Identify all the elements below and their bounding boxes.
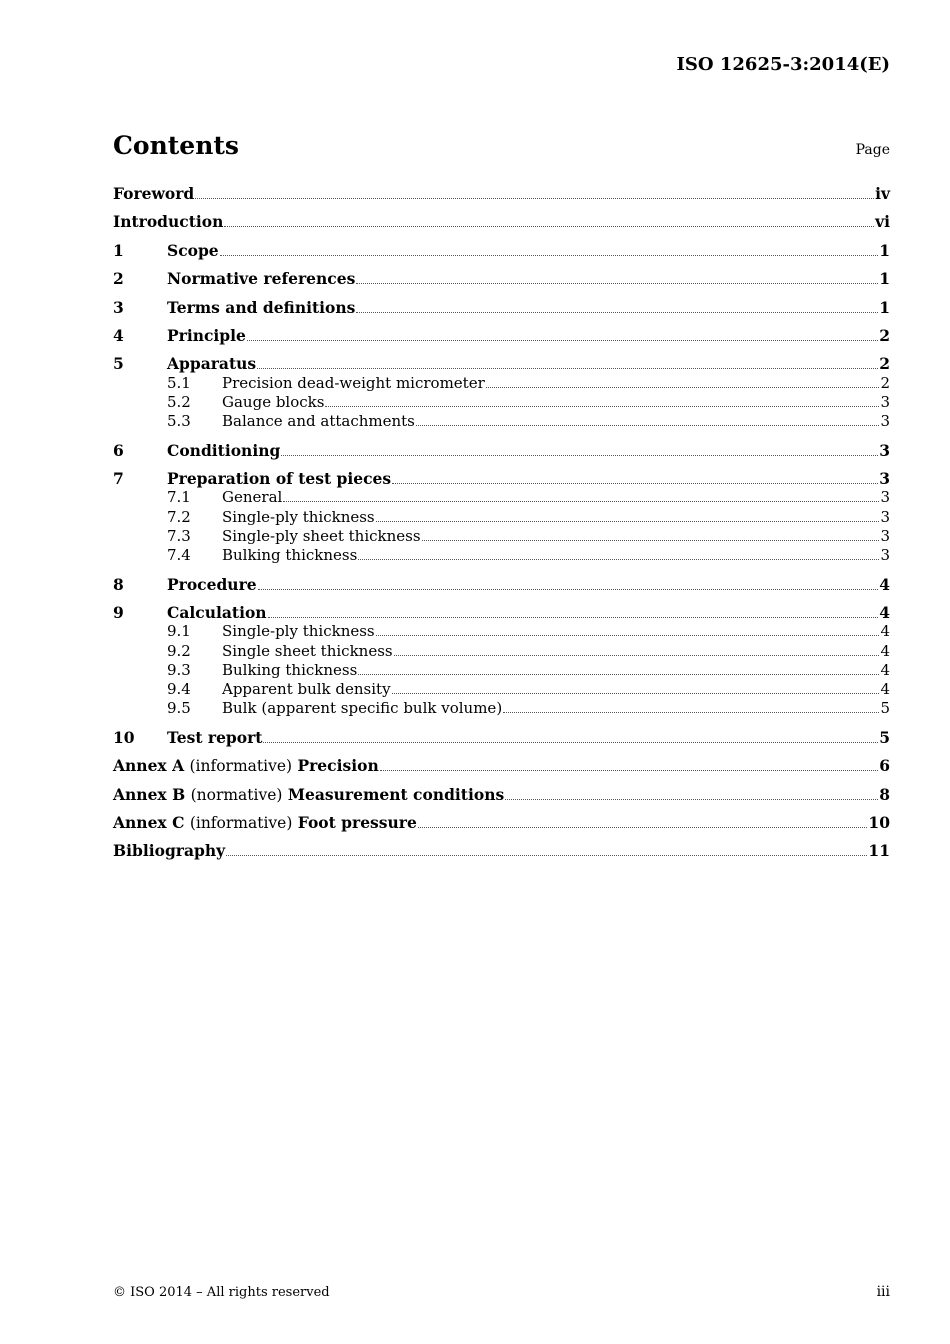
dot-leader <box>257 367 878 369</box>
toc-entry-page: 6 <box>879 756 890 776</box>
toc-entry-label: Bulking thickness <box>222 660 358 679</box>
dot-leader <box>358 558 879 560</box>
dot-leader <box>356 282 878 284</box>
toc-entry[interactable] <box>113 374 890 393</box>
toc-entry-page: 4 <box>880 622 890 641</box>
toc-entry-number: 7.1 <box>167 488 191 507</box>
toc-entry[interactable] <box>113 326 890 345</box>
toc-entry-label: Foreword <box>113 184 195 203</box>
toc-entry-page: 3 <box>880 546 890 565</box>
toc-entry-number: 4 <box>113 325 124 345</box>
toc-entry-page: 4 <box>879 602 890 622</box>
dot-leader <box>258 588 879 590</box>
dot-leader <box>224 225 874 227</box>
annex-type: (informative) <box>189 757 293 776</box>
toc-entry-label: Apparent bulk density <box>222 680 391 699</box>
dot-leader <box>376 520 880 522</box>
toc-entry-page: 5 <box>880 699 890 718</box>
toc-entry[interactable] <box>113 527 890 546</box>
toc-entry-page: 3 <box>880 488 890 507</box>
dot-leader <box>195 197 874 199</box>
toc-entry-label: Gauge blocks <box>222 392 325 411</box>
toc-entry-number: 8 <box>113 574 124 594</box>
toc-entry-page: 4 <box>880 660 890 679</box>
annex-id: Annex A <box>113 756 185 776</box>
toc-entry-number: 7.4 <box>167 546 191 565</box>
dot-leader <box>220 254 879 256</box>
dot-leader <box>486 386 880 388</box>
toc-entry-label: Conditioning <box>167 440 281 460</box>
annex-type: (informative) <box>189 814 293 833</box>
toc-entry[interactable] <box>113 680 890 699</box>
toc-entry-label: Test report <box>167 727 263 747</box>
toc-entry-page: iv <box>875 184 890 203</box>
toc-entry-page: 2 <box>879 354 890 374</box>
annex-title: Measurement conditions <box>287 784 505 804</box>
page-number: iii <box>876 1284 890 1300</box>
dot-leader <box>268 616 879 618</box>
toc-entry[interactable] <box>113 575 890 594</box>
toc-entry-page: 3 <box>879 469 890 489</box>
toc-entry[interactable] <box>113 393 890 412</box>
toc-entry-number: 6 <box>113 440 124 460</box>
dot-leader <box>281 454 878 456</box>
toc-entry[interactable] <box>113 699 890 718</box>
toc-entry[interactable] <box>113 241 890 260</box>
annex-title: Foot pressure <box>297 813 417 833</box>
toc-entry-number: 9.5 <box>167 699 191 718</box>
table-of-contents <box>113 184 890 861</box>
toc-entry-label: Single-ply thickness <box>222 507 375 526</box>
toc-entry-number: 7 <box>113 469 124 489</box>
toc-entry-page: 8 <box>879 784 890 804</box>
toc-entry-label: Bulk (apparent specific bulk volume) <box>222 699 503 718</box>
toc-entry[interactable] <box>113 813 890 832</box>
toc-entry-page: 4 <box>880 680 890 699</box>
dot-leader <box>376 634 880 636</box>
toc-entry-number: 10 <box>113 727 135 747</box>
toc-entry-label: Principle <box>167 325 246 345</box>
toc-entry[interactable] <box>113 603 890 622</box>
toc-entry-label: Procedure <box>167 574 257 594</box>
toc-entry-page: 3 <box>880 507 890 526</box>
toc-entry-page: 2 <box>880 373 890 392</box>
toc-entry[interactable] <box>113 184 890 203</box>
toc-entry[interactable] <box>113 661 890 680</box>
toc-entry-label: Scope <box>167 240 219 260</box>
toc-entry-page: vi <box>875 212 890 232</box>
toc-entry-number: 3 <box>113 297 124 317</box>
toc-entry-label: Bulking thickness <box>222 546 358 565</box>
toc-entry[interactable] <box>113 212 890 231</box>
toc-entry[interactable] <box>113 269 890 288</box>
toc-entry-page: 4 <box>880 641 890 660</box>
toc-entry-label: Apparatus <box>167 354 257 374</box>
dot-leader <box>394 654 880 656</box>
toc-entry-number: 1 <box>113 240 124 260</box>
toc-entry[interactable] <box>113 508 890 527</box>
toc-entry-number: 9 <box>113 602 124 622</box>
dot-leader <box>263 741 878 743</box>
toc-entry-label: Precision dead-weight micrometer <box>222 373 485 392</box>
toc-entry-label: Bibliography <box>113 841 226 861</box>
toc-entry-label <box>113 756 379 775</box>
toc-entry-number: 5.3 <box>167 412 191 431</box>
dot-leader <box>392 482 878 484</box>
toc-entry-page: 10 <box>868 813 890 833</box>
toc-entry[interactable] <box>113 412 890 431</box>
toc-entry-page: 3 <box>880 526 890 545</box>
toc-entry[interactable] <box>113 642 890 661</box>
toc-entry[interactable] <box>113 469 890 488</box>
toc-entry-label: Calculation <box>167 602 267 622</box>
toc-entry-label: Terms and definitions <box>167 297 356 317</box>
annex-title: Precision <box>297 756 379 776</box>
toc-entry-page: 3 <box>880 392 890 411</box>
toc-entry-page: 4 <box>879 574 890 594</box>
toc-entry-label: General <box>222 488 283 507</box>
toc-entry-number: 9.1 <box>167 622 191 641</box>
dot-leader <box>325 405 879 407</box>
toc-entry-label: Single sheet thickness <box>222 641 393 660</box>
toc-entry-label: Single-ply sheet thickness <box>222 526 421 545</box>
toc-entry-label: Preparation of test pieces <box>167 469 392 489</box>
toc-entry-label: Introduction <box>113 212 224 232</box>
dot-leader <box>503 711 879 713</box>
dot-leader <box>418 826 868 828</box>
toc-entry[interactable] <box>113 354 890 373</box>
dot-leader <box>392 692 880 694</box>
toc-entry-page: 1 <box>879 297 890 317</box>
toc-entry-page: 3 <box>880 412 890 431</box>
toc-entry-number: 2 <box>113 269 124 289</box>
toc-entry[interactable] <box>113 756 890 775</box>
toc-entry-number: 9.2 <box>167 641 191 660</box>
annex-type: (normative) <box>190 785 283 804</box>
toc-entry-number: 5.2 <box>167 392 191 411</box>
toc-entry-label: Single-ply thickness <box>222 622 375 641</box>
toc-entry-page: 5 <box>879 727 890 747</box>
toc-entry-number: 9.4 <box>167 680 191 699</box>
toc-entry-number: 9.3 <box>167 660 191 679</box>
toc-entry-label: Normative references <box>167 269 356 289</box>
toc-entry[interactable] <box>113 488 890 507</box>
toc-entry-label <box>113 813 417 832</box>
page-title: Contents <box>113 131 240 160</box>
toc-entry[interactable] <box>113 441 890 460</box>
dot-leader <box>380 769 878 771</box>
toc-entry[interactable] <box>113 622 890 641</box>
toc-entry-page: 1 <box>879 240 890 260</box>
toc-entry-page: 2 <box>879 325 890 345</box>
toc-entry[interactable] <box>113 728 890 747</box>
toc-entry[interactable] <box>113 298 890 317</box>
dot-leader <box>422 539 880 541</box>
toc-entry-label: Balance and attachments <box>222 412 415 431</box>
toc-entry-page: 11 <box>868 841 890 861</box>
toc-entry-number: 5.1 <box>167 373 191 392</box>
dot-leader <box>226 854 867 856</box>
document-id: ISO 12625-3:2014(E) <box>676 54 890 75</box>
dot-leader <box>356 311 878 313</box>
toc-entry[interactable] <box>113 785 890 804</box>
toc-entry-number: 5 <box>113 354 124 374</box>
toc-entry-number: 7.3 <box>167 526 191 545</box>
toc-entry-page: 3 <box>879 440 890 460</box>
page-column-label: Page <box>855 142 890 158</box>
toc-entry-number: 7.2 <box>167 507 191 526</box>
toc-entry-label <box>113 785 504 804</box>
dot-leader <box>283 500 879 502</box>
copyright-notice: © ISO 2014 – All rights reserved <box>113 1285 330 1300</box>
toc-entry-page: 1 <box>879 269 890 289</box>
toc-entry[interactable] <box>113 841 890 860</box>
annex-id: Annex B <box>113 784 186 804</box>
dot-leader <box>247 339 878 341</box>
dot-leader <box>358 673 879 675</box>
annex-id: Annex C <box>113 813 185 833</box>
dot-leader <box>416 424 880 426</box>
dot-leader <box>505 798 878 800</box>
toc-entry[interactable] <box>113 546 890 565</box>
